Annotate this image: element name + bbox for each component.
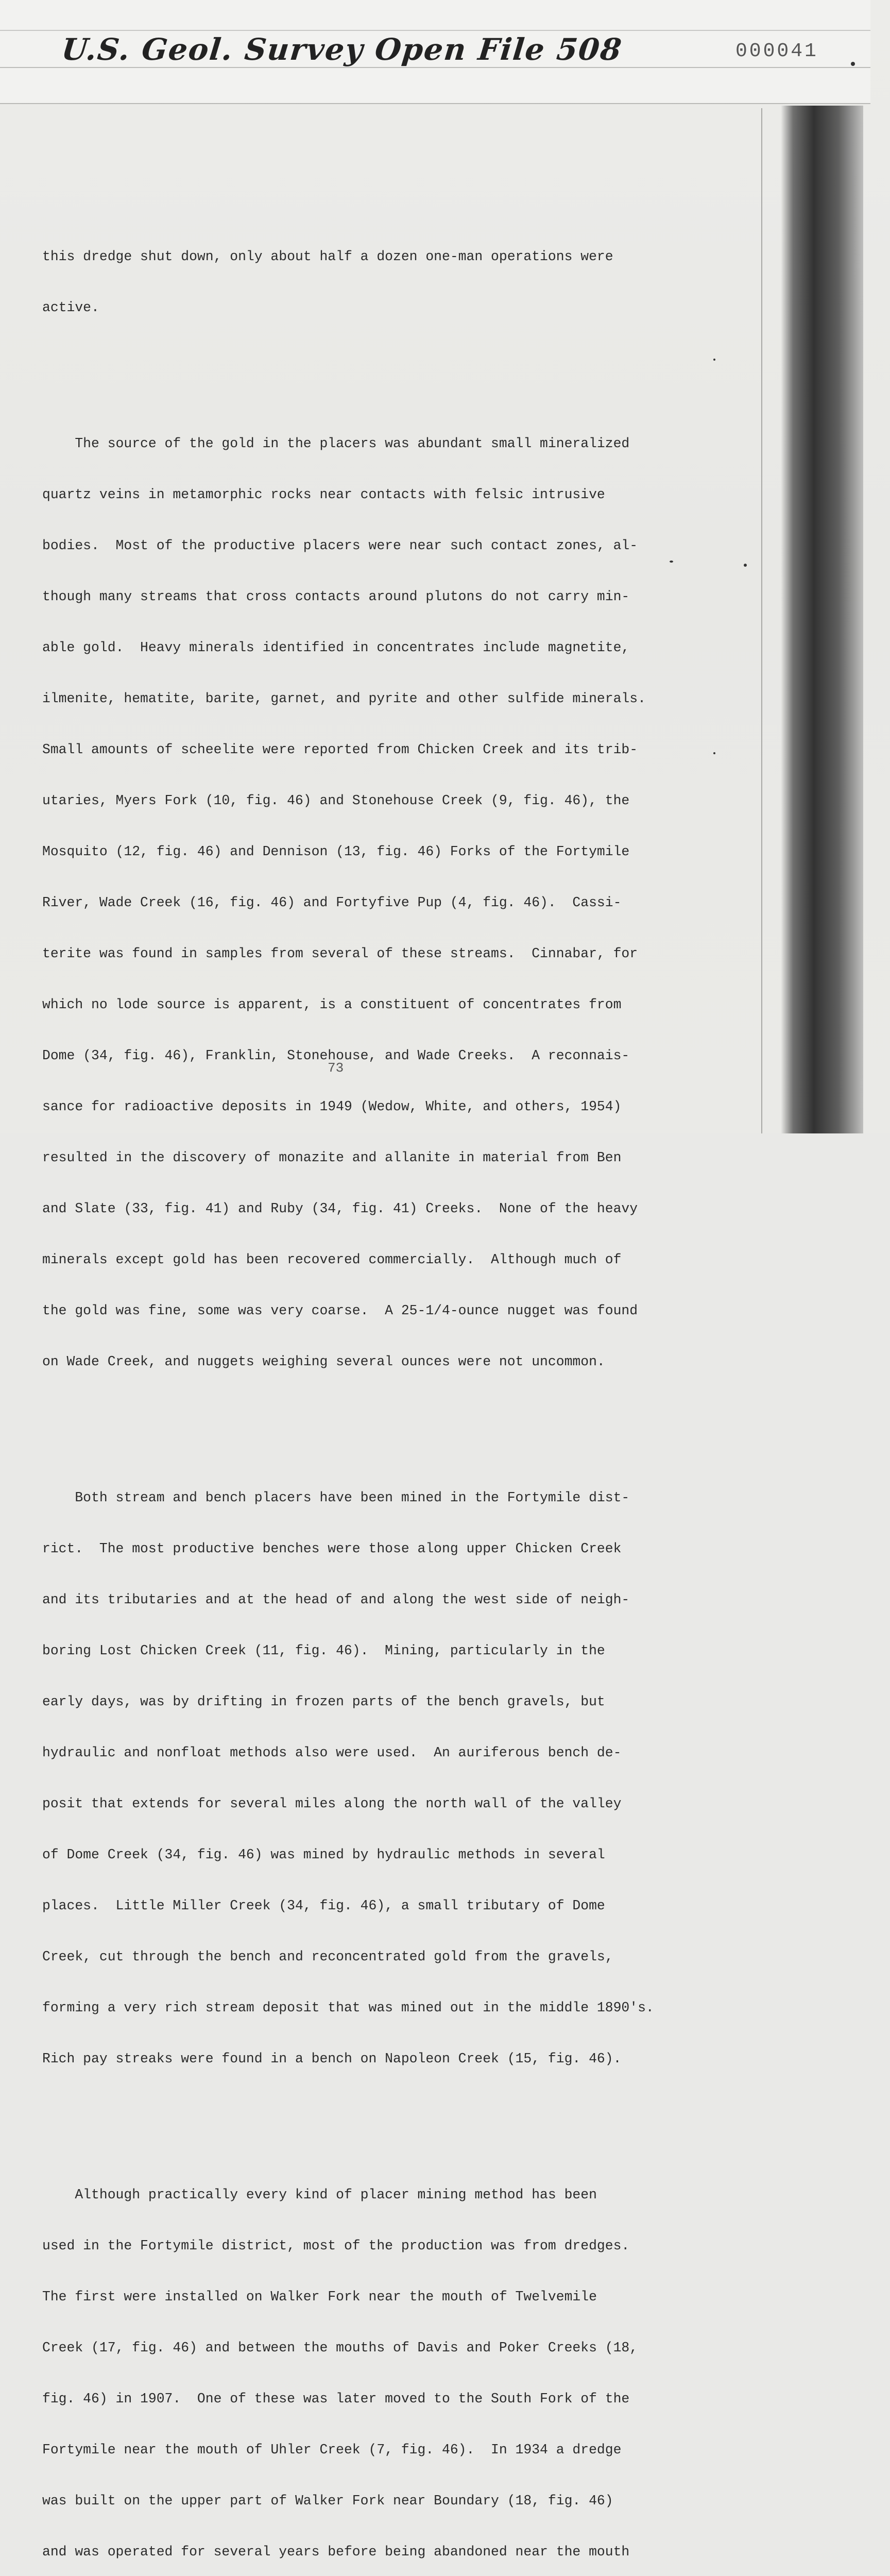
text-line: able gold. Heavy minerals identified in concentrates include magnetite, <box>42 640 630 655</box>
text-line: Rich pay streaks were found in a bench on Napoleon Creek (15, fig. 46). <box>42 2051 622 2066</box>
speck <box>713 359 715 361</box>
text-line: minerals except gold has been recovered commercially. Although much of <box>42 1252 622 1267</box>
header-strip <box>0 0 870 104</box>
speck <box>744 564 747 567</box>
paragraph-3 <box>42 1455 691 2102</box>
text-line: Fortymile near the mouth of Uhler Creek (7, fig. 46). In 1934 a dredge <box>42 2442 622 2458</box>
paragraph-1 <box>42 214 691 350</box>
text-line: and Slate (33, fig. 41) and Ruby (34, fig. 41) Creeks. None of the heavy <box>42 1201 638 1216</box>
text-line: rict. The most productive benches were those along upper Chicken Creek <box>42 1541 622 1556</box>
text-line: terite was found in samples from several of these streams. Cinnabar, for <box>42 946 638 961</box>
text-line: active. <box>42 300 99 315</box>
header-rule-top <box>0 30 870 31</box>
header-dot <box>851 62 855 66</box>
text-line: Creek (17, fig. 46) and between the mouths of Davis and Poker Creeks (18, <box>42 2340 638 2355</box>
text-line: bodies. Most of the productive placers were near such contact zones, al- <box>42 538 638 553</box>
text-line: Dome (34, fig. 46), Franklin, Stonehouse, and Wade Creeks. A reconnais- <box>42 1048 630 1063</box>
text-line: boring Lost Chicken Creek (11, fig. 46). Mining, particularly in the <box>42 1643 605 1658</box>
text-line: Both stream and bench placers have been mined in the Fortymile dist- <box>42 1490 630 1505</box>
text-line: this dredge shut down, only about half a dozen one-man operations were <box>42 249 613 264</box>
paragraph-4 <box>42 2153 691 2576</box>
header-rule-mid <box>0 67 870 68</box>
text-line: Creek, cut through the bench and reconcentrated gold from the gravels, <box>42 1949 613 1964</box>
text-line: of Dome Creek (34, fig. 46) was mined by hydraulic methods in several <box>42 1847 605 1862</box>
text-line: was built on the upper part of Walker Fork near Boundary (18, fig. 46) <box>42 2493 613 2509</box>
text-line: resulted in the discovery of monazite and allanite in material from Ben <box>42 1150 622 1165</box>
text-line: on Wade Creek, and nuggets weighing several ounces were not uncommon. <box>42 1354 605 1369</box>
text-line: River, Wade Creek (16, fig. 46) and Fortyfive Pup (4, fig. 46). Cassi- <box>42 895 622 910</box>
text-line: utaries, Myers Fork (10, fig. 46) and Stonehouse Creek (9, fig. 46), the <box>42 793 630 808</box>
handwritten-title: U.S. Geol. Survey Open File 508 <box>60 32 624 67</box>
text-line: though many streams that cross contacts around plutons do not carry min- <box>42 589 630 604</box>
text-line: used in the Fortymile district, most of the production was from dredges. <box>42 2238 630 2253</box>
text-line: The source of the gold in the placers was abundant small mineralized <box>42 436 630 451</box>
text-line: the gold was fine, some was very coarse. A 25-1/4-ounce nugget was found <box>42 1303 638 1318</box>
text-line: hydraulic and nonfloat methods also were used. An auriferous bench de- <box>42 1745 622 1760</box>
text-line: Although practically every kind of placer mining method has been <box>42 2187 597 2202</box>
text-line: Small amounts of scheelite were reported from Chicken Creek and its trib- <box>42 742 638 757</box>
document-number: 000041 <box>735 40 818 62</box>
paragraph-2 <box>42 401 691 1404</box>
text-line: The first were installed on Walker Fork near the mouth of Twelvemile <box>42 2289 597 2304</box>
text-line: and its tributaries and at the head of and along the west side of neigh- <box>42 1592 630 1607</box>
text-line: fig. 46) in 1907. One of these was later moved to the South Fork of the <box>42 2391 630 2406</box>
page-number: 73 <box>328 1060 344 1076</box>
text-line: places. Little Miller Creek (34, fig. 46), a small tributary of Dome <box>42 1898 605 1913</box>
scan-edge-shadow <box>781 106 863 1133</box>
text-line: which no lode source is apparent, is a constituent of concentrates from <box>42 997 622 1012</box>
scan-edge-line <box>761 108 762 1133</box>
text-line: early days, was by drifting in frozen parts of the bench gravels, but <box>42 1694 605 1709</box>
body-text <box>42 180 691 2576</box>
speck <box>713 752 715 754</box>
text-line: Mosquito (12, fig. 46) and Dennison (13, fig. 46) Forks of the Fortymile <box>42 844 630 859</box>
text-line: posit that extends for several miles along the north wall of the valley <box>42 1796 622 1811</box>
text-line: quartz veins in metamorphic rocks near contacts with felsic intrusive <box>42 487 605 502</box>
text-line: sance for radioactive deposits in 1949 (Wedow, White, and others, 1954) <box>42 1099 622 1114</box>
text-line: forming a very rich stream deposit that was mined out in the middle 1890's. <box>42 2000 654 2015</box>
text-line: ilmenite, hematite, barite, garnet, and pyrite and other sulfide minerals. <box>42 691 646 706</box>
text-line: and was operated for several years before being abandoned near the mouth <box>42 2544 630 2560</box>
